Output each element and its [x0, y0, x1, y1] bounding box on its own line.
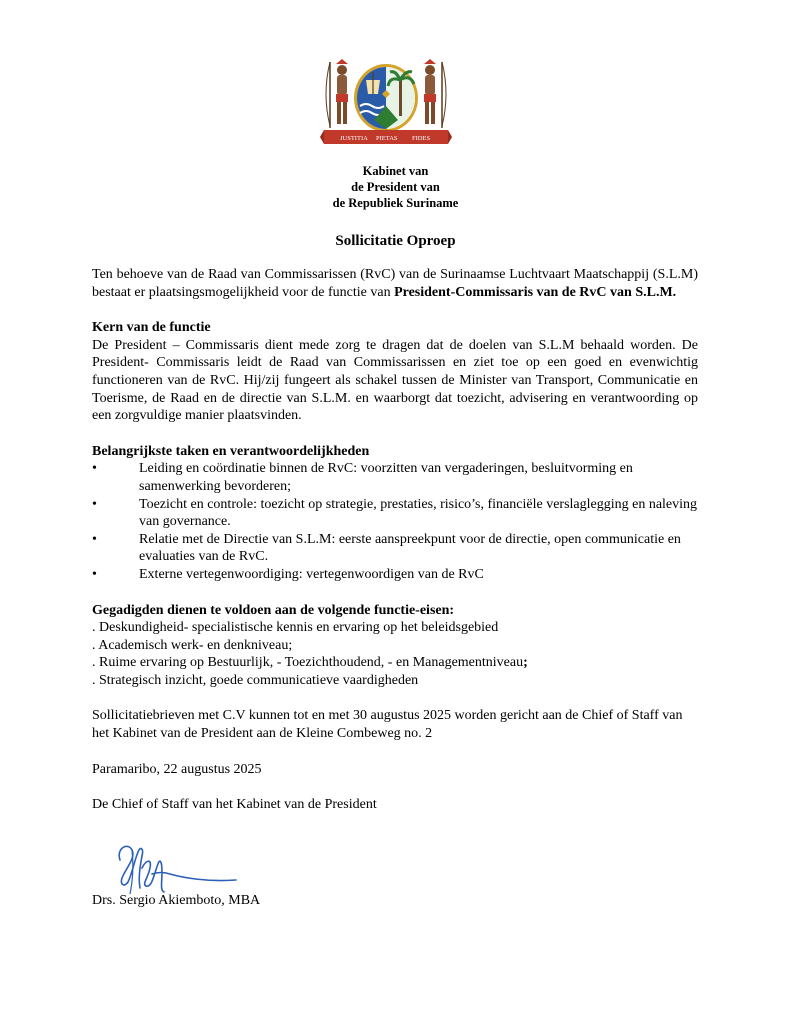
requirement-text: . Ruime ervaring op Bestuurlijk, - Toezichthoudend, - en Managementniveau [92, 655, 524, 671]
list-item [92, 566, 698, 584]
section-heading-eisen: Gegadigden dienen te voldoen aan de volgende functie-eisen: [92, 602, 455, 618]
section-heading-taken: Belangrijkste taken en verantwoordelijkheden [92, 443, 370, 459]
taken-list [92, 460, 698, 583]
list-item-text: Leiding en coördinatie binnen de RvC: voorzitten van vergaderingen, besluitvorming en samenwerking bevorderen; [139, 461, 633, 494]
bullet: • [92, 461, 97, 477]
signer-name: Drs. Sergio Akiemboto, MBA [92, 893, 261, 908]
list-item-text: Externe vertegenwoordiging: vertegenwoordigen van de RvC [139, 566, 484, 582]
document-body [92, 266, 698, 814]
requirement-item: . Academisch werk- en denkniveau; [92, 637, 293, 653]
intro-paragraph [92, 266, 698, 301]
motto-word-2: PIETAS [376, 135, 398, 142]
bullet: • [92, 566, 97, 582]
letterhead [0, 163, 791, 211]
right-supporter-figure [424, 59, 446, 128]
requirement-suffix: ; [523, 655, 528, 671]
list-item [92, 460, 698, 495]
letterhead-line-3: de Republiek Suriname [332, 196, 459, 210]
place-date: Paramaribo, 22 augustus 2025 [92, 761, 262, 777]
list-item-text: Relatie met de Directie van S.L.M: eerste aanspreekpunt voor de directie, open communicatie en evaluaties van de RvC. [139, 531, 681, 565]
section-heading-kern: Kern van de functie [92, 320, 211, 336]
intro-position-title: President-Commissaris van de RvC van S.L.M. [394, 284, 677, 300]
letterhead-line-2: de President van [351, 180, 440, 194]
signoff-line: De Chief of Staff van het Kabinet van de President [92, 797, 377, 813]
motto-ribbon [320, 130, 452, 144]
bullet: • [92, 496, 97, 512]
motto-word-3: FIDES [412, 135, 431, 142]
left-supporter-figure [326, 59, 348, 128]
requirement-item: . Deskundigheid- specialistische kennis en ervaring op het beleidsgebied [92, 620, 499, 636]
motto-word-1: JUSTITIA [340, 135, 368, 142]
list-item-text: Toezicht en controle: toezicht op strategie, prestaties, risico’s, financiële verslaglegging en naleving van governance. [139, 496, 698, 530]
shield [354, 64, 418, 132]
bullet: • [92, 531, 97, 547]
document-title: Sollicitatie Oproep [335, 233, 456, 249]
handwritten-signature [112, 838, 242, 900]
requirement-item [92, 654, 698, 672]
list-item [92, 496, 698, 531]
list-item [92, 531, 698, 566]
kern-paragraph: De President – Commissaris dient mede zorg te dragen dat de doelen van S.L.M behaald worden. De President- Commissaris leidt de Raad van Commissarissen en ziet toe op een goed en evenwichtig functioneren van de RvC. Hij/zij fungeert als schakel tussen de Minister van Transport, Communicatie en Toerisme, de Raad en de directie van S.L.M. en waarborgt dat toezicht, advisering en verantwoording op een zorgvuldige manier plaatsvinden. [92, 337, 698, 424]
letterhead-line-1: Kabinet van [362, 164, 429, 178]
coat-of-arms-emblem [320, 58, 452, 150]
requirement-item: . Strategisch inzicht, goede communicatieve vaardigheden [92, 672, 419, 688]
closing-paragraph: Sollicitatiebrieven met C.V kunnen tot en met 30 augustus 2025 worden gericht aan de Chief of Staff van het Kabinet van de President aan de Kleine Combeweg no. 2 [92, 708, 683, 742]
intro-text: Ten behoeve van de Raad van Commissarissen (RvC) van de Surinaamse Luchtvaart Maatschappij (S.L.M) bestaat er plaatsingsmogelijkheid voor de functie van [92, 267, 698, 300]
